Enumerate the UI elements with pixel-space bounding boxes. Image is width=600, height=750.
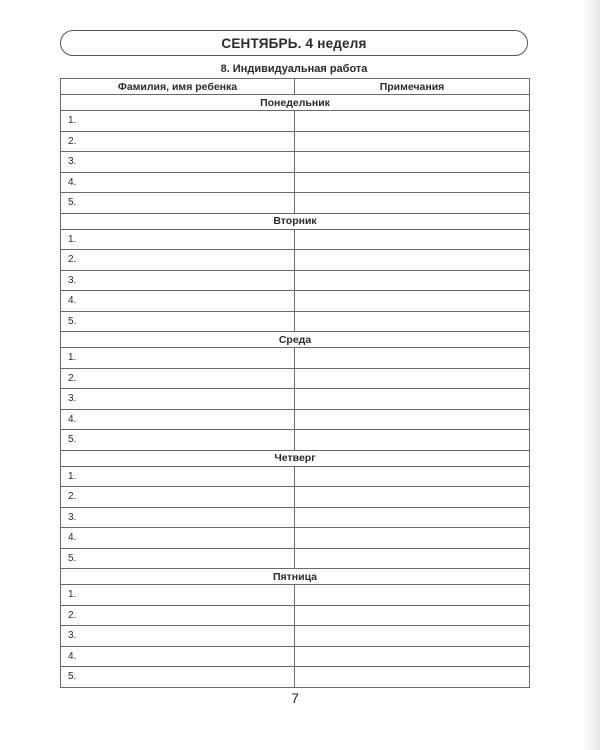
table-row bbox=[61, 466, 530, 487]
day-header-row bbox=[61, 569, 530, 585]
table-row bbox=[61, 548, 530, 569]
notes-cell[interactable] bbox=[295, 528, 530, 549]
section-title: 8. Индивидуальная работа bbox=[220, 63, 368, 75]
child-name-cell[interactable]: 3. bbox=[61, 389, 295, 410]
child-name-cell[interactable]: 1. bbox=[61, 348, 295, 369]
table-row bbox=[61, 193, 530, 214]
notes-cell[interactable] bbox=[295, 270, 530, 291]
notes-cell[interactable] bbox=[295, 172, 530, 193]
child-name-cell[interactable]: 1. bbox=[61, 111, 295, 132]
child-name-cell[interactable]: 4. bbox=[61, 528, 295, 549]
child-name-cell[interactable]: 2. bbox=[61, 368, 295, 389]
child-name-cell[interactable]: 4. bbox=[61, 172, 295, 193]
notes-cell[interactable] bbox=[295, 311, 530, 332]
page-header bbox=[60, 30, 528, 56]
notes-cell[interactable] bbox=[295, 229, 530, 250]
child-name-cell[interactable]: 1. bbox=[61, 229, 295, 250]
notes-cell[interactable] bbox=[295, 291, 530, 312]
table-body bbox=[61, 95, 530, 688]
table-row bbox=[61, 409, 530, 430]
child-name-cell[interactable]: 5. bbox=[61, 430, 295, 451]
notes-cell[interactable] bbox=[295, 466, 530, 487]
day-label: Понедельник bbox=[61, 95, 530, 111]
notes-cell[interactable] bbox=[295, 111, 530, 132]
child-name-cell[interactable]: 2. bbox=[61, 250, 295, 271]
header-title: СЕНТЯБРЬ. 4 неделя bbox=[221, 35, 367, 51]
child-name-cell[interactable]: 3. bbox=[61, 626, 295, 647]
table-row bbox=[61, 528, 530, 549]
table-row bbox=[61, 430, 530, 451]
child-name-cell[interactable]: 3. bbox=[61, 152, 295, 173]
table-row bbox=[61, 487, 530, 508]
notes-cell[interactable] bbox=[295, 368, 530, 389]
notes-cell[interactable] bbox=[295, 548, 530, 569]
notes-cell[interactable] bbox=[295, 152, 530, 173]
table-row bbox=[61, 152, 530, 173]
notes-cell[interactable] bbox=[295, 250, 530, 271]
notes-cell[interactable] bbox=[295, 389, 530, 410]
column-header-child-name: Фамилия, имя ребенка bbox=[61, 79, 295, 95]
table-row bbox=[61, 229, 530, 250]
notes-cell[interactable] bbox=[295, 193, 530, 214]
notes-cell[interactable] bbox=[295, 131, 530, 152]
column-header-notes: Примечания bbox=[295, 79, 530, 95]
page-edge-shadow bbox=[582, 0, 600, 750]
table-row bbox=[61, 111, 530, 132]
day-header-row bbox=[61, 213, 530, 229]
notes-cell[interactable] bbox=[295, 409, 530, 430]
child-name-cell[interactable]: 3. bbox=[61, 270, 295, 291]
child-name-cell[interactable]: 5. bbox=[61, 193, 295, 214]
table-row bbox=[61, 348, 530, 369]
page-number: 7 bbox=[291, 690, 299, 706]
day-label: Пятница bbox=[61, 569, 530, 585]
table-row bbox=[61, 250, 530, 271]
notes-cell[interactable] bbox=[295, 348, 530, 369]
child-name-cell[interactable]: 2. bbox=[61, 131, 295, 152]
table-row bbox=[61, 389, 530, 410]
day-label: Четверг bbox=[61, 450, 530, 466]
day-header-row bbox=[61, 95, 530, 111]
day-label: Вторник bbox=[61, 213, 530, 229]
table-row bbox=[61, 311, 530, 332]
table-row bbox=[61, 667, 530, 688]
child-name-cell[interactable]: 4. bbox=[61, 646, 295, 667]
notes-cell[interactable] bbox=[295, 487, 530, 508]
notes-cell[interactable] bbox=[295, 646, 530, 667]
notes-cell[interactable] bbox=[295, 667, 530, 688]
table-row bbox=[61, 291, 530, 312]
child-name-cell[interactable]: 4. bbox=[61, 409, 295, 430]
table-row bbox=[61, 605, 530, 626]
child-name-cell[interactable]: 4. bbox=[61, 291, 295, 312]
day-header-row bbox=[61, 332, 530, 348]
table-row bbox=[61, 368, 530, 389]
child-name-cell[interactable]: 1. bbox=[61, 466, 295, 487]
child-name-cell[interactable]: 2. bbox=[61, 487, 295, 508]
child-name-cell[interactable]: 1. bbox=[61, 585, 295, 606]
table-row bbox=[61, 270, 530, 291]
individual-work-table bbox=[60, 78, 530, 688]
table-row bbox=[61, 646, 530, 667]
table-row bbox=[61, 626, 530, 647]
table-row bbox=[61, 585, 530, 606]
child-name-cell[interactable]: 3. bbox=[61, 507, 295, 528]
day-label: Среда bbox=[61, 332, 530, 348]
notes-cell[interactable] bbox=[295, 430, 530, 451]
child-name-cell[interactable]: 2. bbox=[61, 605, 295, 626]
notes-cell[interactable] bbox=[295, 626, 530, 647]
table-header-row bbox=[61, 79, 530, 95]
notes-cell[interactable] bbox=[295, 585, 530, 606]
table-row bbox=[61, 172, 530, 193]
notes-cell[interactable] bbox=[295, 605, 530, 626]
table-row bbox=[61, 507, 530, 528]
child-name-cell[interactable]: 5. bbox=[61, 311, 295, 332]
child-name-cell[interactable]: 5. bbox=[61, 667, 295, 688]
child-name-cell[interactable]: 5. bbox=[61, 548, 295, 569]
day-header-row bbox=[61, 450, 530, 466]
notes-cell[interactable] bbox=[295, 507, 530, 528]
table-row bbox=[61, 131, 530, 152]
